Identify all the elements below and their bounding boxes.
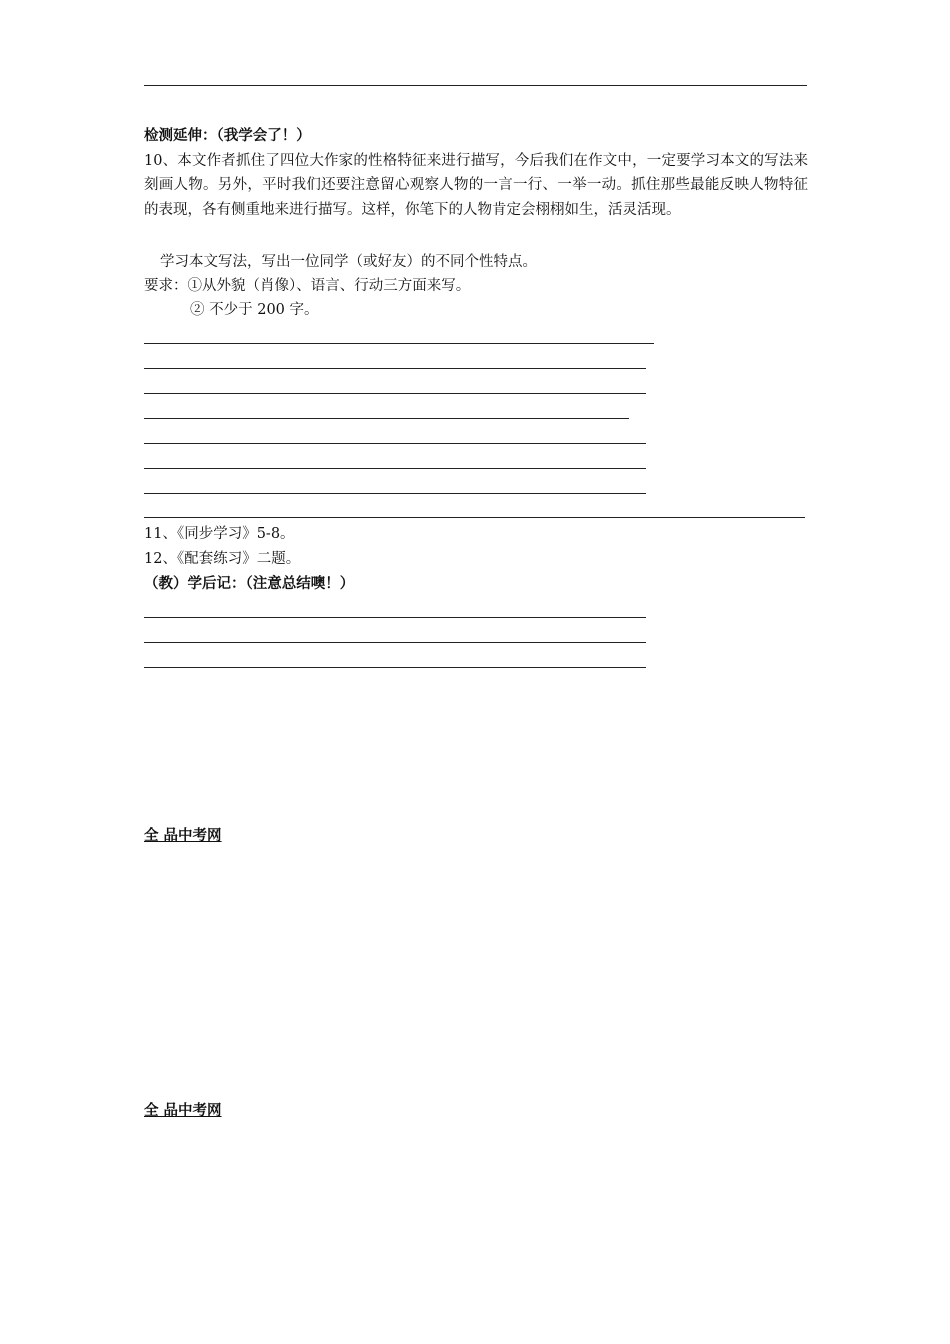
- answer-line-4[interactable]: [144, 418, 629, 419]
- notes-line-1[interactable]: [144, 617, 646, 618]
- footer-link-1[interactable]: 全 品中考网: [144, 828, 222, 844]
- question-10-paragraph: [144, 149, 808, 222]
- footer-link-2[interactable]: 全 品中考网: [144, 1103, 222, 1119]
- question-10-task: 学习本文写法，写出一位同学（或好友）的不同个性特点。: [160, 254, 537, 270]
- notes-line-3[interactable]: [144, 667, 646, 668]
- question-12: 12、《配套练习》二题。: [144, 551, 301, 567]
- section-divider: [144, 517, 805, 518]
- answer-line-1[interactable]: [144, 343, 654, 344]
- question-10-text: 10、本文作者抓住了四位大作家的性格特征来进行描写，今后我们在作文中，一定要学习本文的写法来刻画人物。另外，平时我们还要注意留心观察人物的一言一行、一举一动。抓住那些最能反映人物特征的表现，各有侧重地来进行描写。这样，你笔下的人物肯定会栩栩如生，活灵活现。: [144, 153, 808, 218]
- header-rule: [144, 85, 807, 86]
- after-class-notes-title: （教）学后记：（注意总结噢！）: [144, 576, 355, 592]
- section-title: 检测延伸：（我学会了！）: [144, 128, 311, 144]
- question-11: 11、《同步学习》5-8。: [144, 526, 295, 542]
- notes-line-2[interactable]: [144, 642, 646, 643]
- question-10-requirement-1: 要求：①从外貌（肖像）、语言、行动三方面来写。: [144, 278, 471, 294]
- answer-line-3[interactable]: [144, 393, 646, 394]
- answer-line-2[interactable]: [144, 368, 646, 369]
- answer-line-5[interactable]: [144, 443, 646, 444]
- question-10-requirement-2: ② 不少于 200 字。: [190, 302, 319, 318]
- answer-line-7[interactable]: [144, 493, 646, 494]
- answer-line-6[interactable]: [144, 468, 646, 469]
